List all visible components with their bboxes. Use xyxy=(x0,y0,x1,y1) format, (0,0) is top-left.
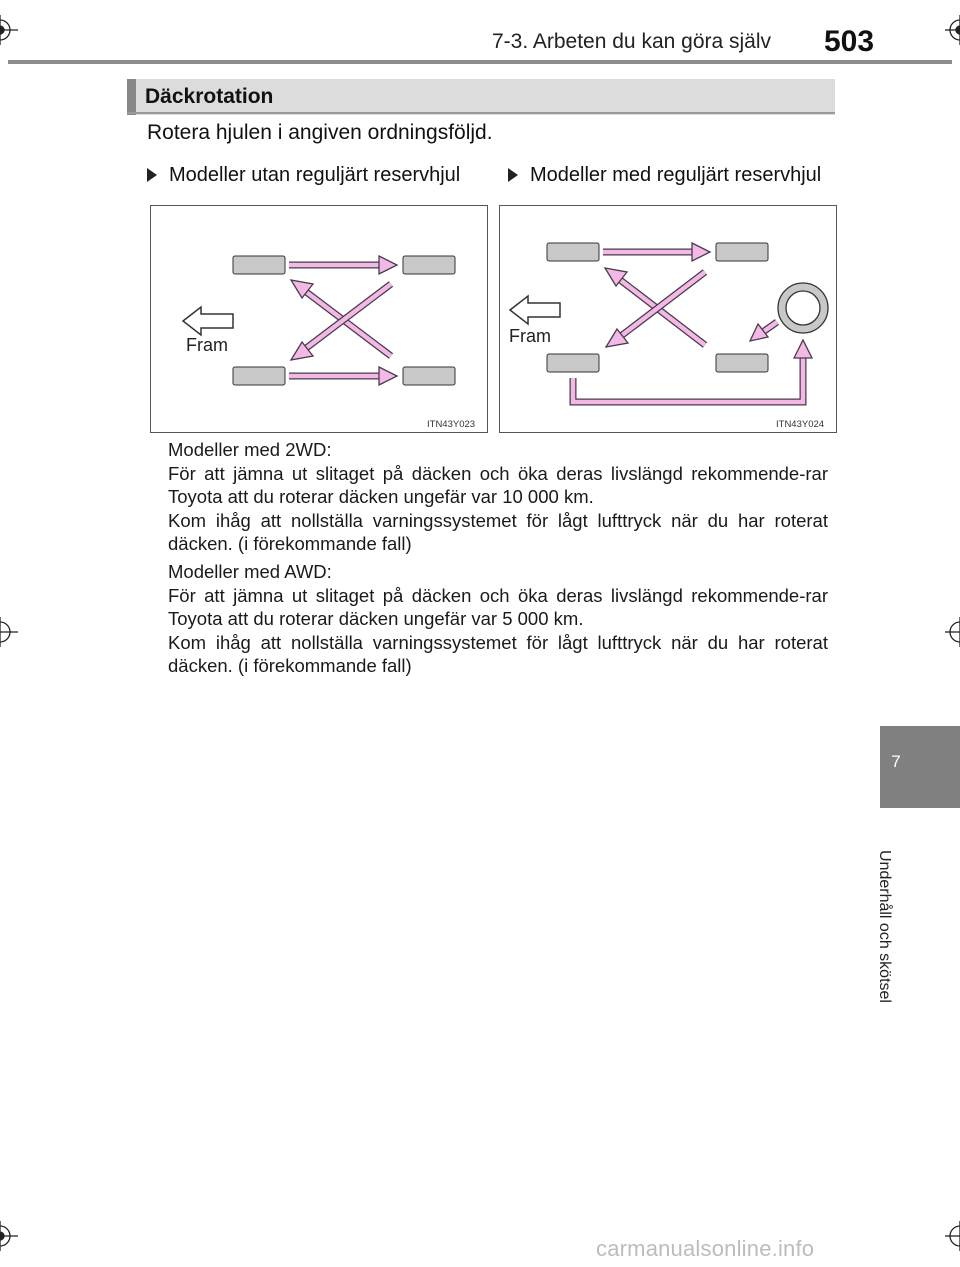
paragraph-heading: Modeller med AWD: xyxy=(168,561,332,582)
paragraph-text: För att jämna ut slitaget på däcken och öka deras livslängd rekommende-rar Toyota att du roterar däcken ungefär var 10 000 km. xyxy=(168,462,828,507)
tire-front-left xyxy=(547,243,599,261)
front-direction-arrow-icon xyxy=(183,307,233,335)
chapter-title-text: Underhåll och skötsel xyxy=(876,850,893,1003)
chapter-title xyxy=(875,850,915,1010)
arrow-spare-to-rear-right xyxy=(750,322,777,341)
paragraph-text: Kom ihåg att nollställa varningssystemet för lågt lufttryck när du har roterat däcken. (i förekommande fall) xyxy=(168,631,828,676)
tire-front-right xyxy=(403,256,455,274)
section-title-underline xyxy=(127,112,835,114)
rotation-diagram-svg xyxy=(151,206,489,434)
tire-rear-right xyxy=(403,367,455,385)
watermark: carmanualsonline.info xyxy=(596,1236,815,1261)
figure-caption-1: Modeller utan reguljärt reservhjul xyxy=(169,164,461,186)
header-rule xyxy=(8,60,952,64)
tire-front-right xyxy=(716,243,768,261)
figure-code: ITN43Y024 xyxy=(776,419,825,430)
front-label: Fram xyxy=(509,326,551,346)
tire-front-left xyxy=(233,256,285,274)
intro-text: Rotera hjulen i angiven ordningsföljd. xyxy=(147,121,493,144)
front-direction-arrow-icon xyxy=(510,296,560,324)
spare-tire-icon xyxy=(778,283,828,333)
front-label: Fram xyxy=(186,335,228,355)
paragraph-text: För att jämna ut slitaget på däcken och öka deras livslängd rekommende-rar Toyota att du roterar däcken ungefär var 5 000 km. xyxy=(168,584,828,629)
triangle-bullet-icon xyxy=(508,168,518,182)
paragraph-heading: Modeller med 2WD: xyxy=(168,439,332,460)
figure-caption-2: Modeller med reguljärt reservhjul xyxy=(530,164,822,186)
tire-rear-left xyxy=(233,367,285,385)
chapter-number: 7 xyxy=(891,752,901,771)
page-number: 503 xyxy=(824,25,875,58)
tire-rear-left xyxy=(547,354,599,372)
triangle-bullet-icon xyxy=(147,168,157,182)
section-title: Däckrotation xyxy=(145,85,274,108)
paragraph-awd xyxy=(168,560,828,678)
tire-rotation-diagram-with-spare xyxy=(499,205,837,433)
paragraph-text: Kom ihåg att nollställa varningssystemet för lågt lufttryck när du har roterat däcken. (i förekommande fall) xyxy=(168,509,828,554)
paragraph-2wd xyxy=(168,438,828,556)
arrow-front-left-to-right xyxy=(603,243,710,261)
arrow-rear-left-to-spare xyxy=(573,340,812,402)
rotation-diagram-svg xyxy=(500,206,838,434)
tire-rotation-diagram-no-spare xyxy=(150,205,488,433)
figure-code: ITN43Y023 xyxy=(427,419,476,430)
section-label: 7-3. Arbeten du kan göra själv xyxy=(492,30,772,53)
tire-rear-right xyxy=(716,354,768,372)
